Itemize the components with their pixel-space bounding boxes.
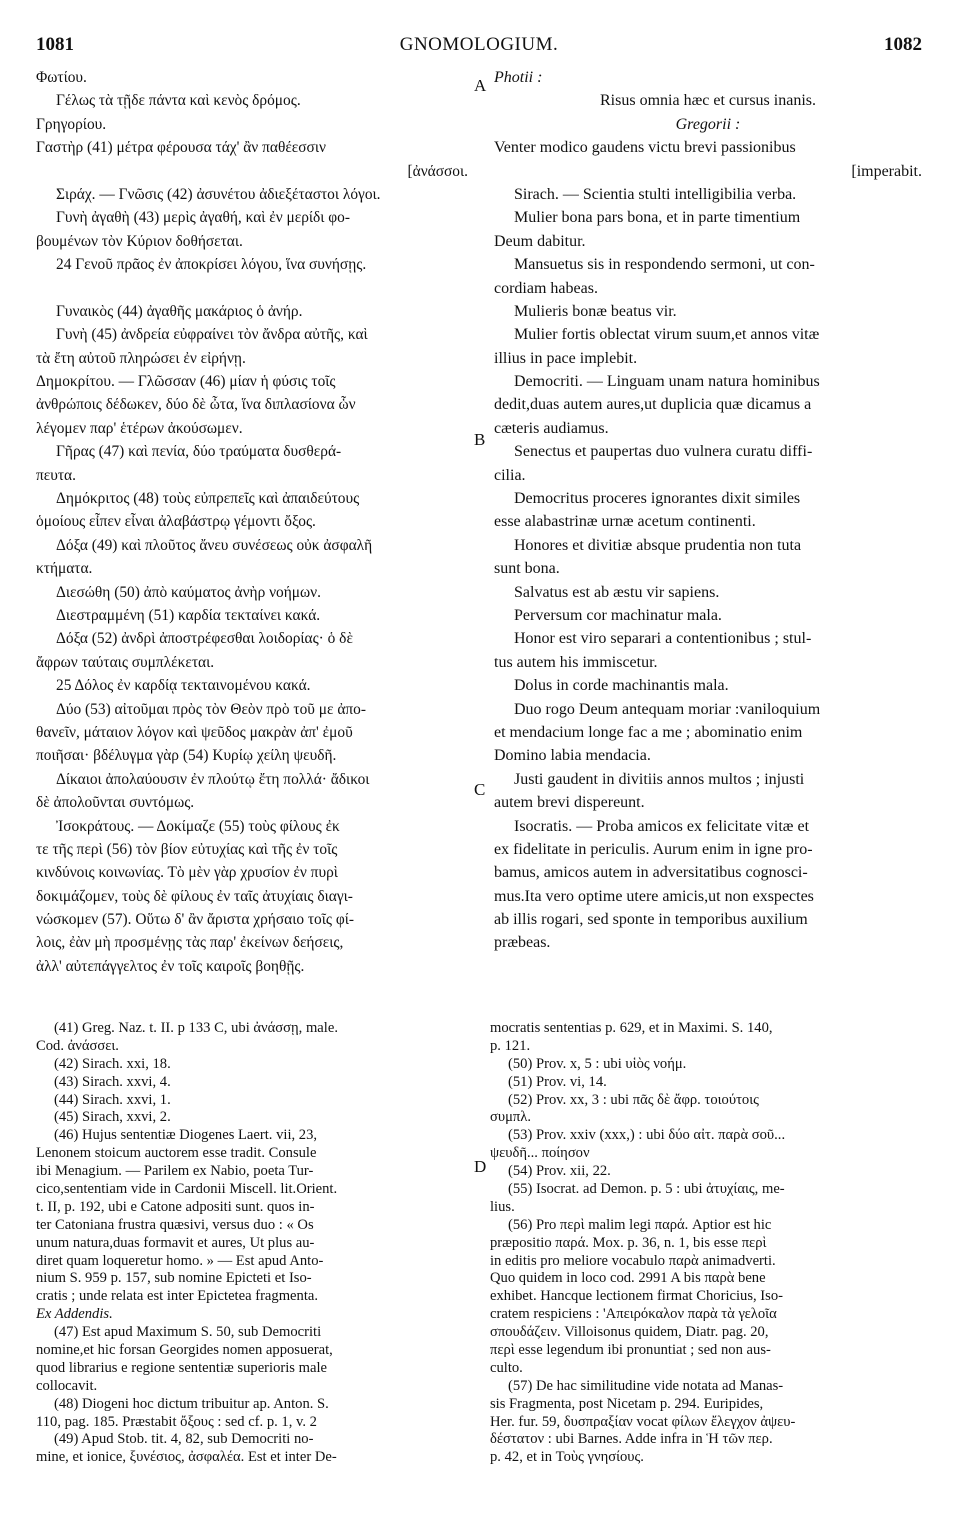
latin-text-line: Photii : [494, 69, 543, 86]
footnote-line: (50) Prov. x, 5 : ubi υἱὸς νοήμ. [508, 1055, 687, 1072]
greek-text-line: Διεσώθη (50) ἀπὸ καύματος ἀνὴρ νοήμων. [56, 583, 321, 601]
latin-text-line: Venter modico gaudens victu brevi passionibus [494, 139, 796, 157]
footnote-line: περὶ esse legendum ibi pronuntiat ; sed non aus- [490, 1342, 771, 1359]
greek-text-line: δοκιμάζομεν, τοὺς δὲ φίλους ἐν ταῖς ἀτυχίαις διαγι- [36, 887, 353, 905]
greek-text-line: τὰ ἔτη αὐτοῦ πληρώσει ἐν εἰρήνῃ. [36, 349, 246, 367]
footnote-line: in editis pro meliore vocabulo παρὰ animadverti. [490, 1252, 776, 1269]
footnote-line: cratis ; unde relata est inter Epictetea fragmenta. [36, 1288, 319, 1305]
latin-text-column [494, 66, 922, 955]
latin-text-line: Isocratis. — Proba amicos ex felicitate vitæ et [514, 817, 810, 835]
latin-text-line: ab illis rogari, sed sponte in temporibus auxilium [494, 911, 808, 929]
greek-text-line [36, 277, 468, 300]
latin-text-line: Dolus in corde machinantis mala. [514, 677, 729, 695]
footnote-line: collocavit. [36, 1377, 98, 1394]
latin-text-line: Mulieris bonæ beatus vir. [514, 302, 677, 320]
footnote-line: (48) Diogeni hoc dictum tribuitur ap. Anton. S. [54, 1395, 329, 1412]
latin-text-line: Domino labia mendacia. [494, 747, 651, 765]
greek-text-line: κτήματα. [36, 560, 93, 578]
greek-text-line: ἄφρων ταύταις συμπλέκεται. [36, 653, 215, 671]
footnotes-right-column [490, 1020, 922, 1467]
footnote-line: nium S. 959 p. 157, sub nomine Epicteti et Iso- [36, 1270, 312, 1287]
latin-text-line: Sirach. — Scientia stulti intelligibilia verba. [514, 185, 797, 203]
footnote-line: præpositio παρά. Mox. p. 36, n. 1, bis esse περὶ [490, 1234, 767, 1251]
greek-text-line: Φωτίου. [36, 69, 87, 86]
footnote-line: (45) Sirach, xxvi, 2. [54, 1109, 171, 1126]
greek-text-line: λοις, ἐὰν μὴ προσμένῃς τὰς παρ' ἐκείνων δεήσεις, [36, 934, 344, 952]
footnote-line: sis Fragmenta, post Nicetam p. 294. Euripides, [490, 1395, 764, 1412]
greek-text-line: θανεῖν, μάταιον λόγον καὶ ψεῦδος μακρὰν ἀπ' ἐμοῦ [36, 723, 353, 741]
greek-text-line: Δημόκριτος (48) τοὺς εὐπρεπεῖς καὶ ἀπαιδεύτους [56, 490, 360, 508]
greek-text-line: Γυνὴ (45) ἀνδρεία εὐφραίνει τὸν ἄνδρα αὐτῆς, καὶ [56, 326, 368, 344]
greek-text-line: 24 Γενοῦ πρᾶος ἐν ἀποκρίσει λόγου, ἵνα συνήσῃς. [56, 256, 367, 274]
greek-text-line: δὲ ἀπολοῦνται συντόμως. [36, 794, 195, 812]
footnote-line: cratem respiciens : 'Απειρόκαλον παρὰ τὰ γελοῖα [490, 1306, 777, 1323]
footnote-line: ter Catoniana frustra quæsivi, versus duo : « Os [36, 1216, 314, 1233]
greek-text-line: Γρηγορίου. [36, 115, 107, 133]
latin-text-line: bamus, amicos autem in adversitatibus cognosci- [494, 864, 808, 882]
greek-text-line: Γυνὴ ἀγαθὴ (43) μερὶς ἀγαθή, καὶ ἐν μερίδι φο- [56, 209, 351, 227]
footnote-line: (52) Prov. xx, 3 : ubi πᾶς δὲ ἄφρ. τοιούτοις [508, 1091, 759, 1108]
footnote-line: (57) De hac similitudine vide notata ad Manas- [508, 1377, 784, 1394]
latin-text-line: Salvatus est ab æstu vir sapiens. [514, 583, 720, 601]
greek-text-line: τε τῆς περὶ (56) τὸν βίον εὐτυχίας καὶ τῆς ἐν τοῖς [36, 840, 338, 858]
greek-text-column [36, 66, 468, 978]
footnote-line: Lenonem stoicum auctorem esse tradit. Consule [36, 1145, 317, 1162]
running-title: GNOMOLOGIUM. [399, 34, 559, 55]
greek-text-line: Γῆρας (47) καὶ πενία, δύο τραύματα δυσθερά- [56, 443, 342, 461]
footnote-line: lius. [490, 1198, 515, 1215]
greek-text-line: λέγομεν παρ' ἑτέρων ἀκούσωμεν. [36, 419, 243, 437]
greek-text-line: Δύο (53) αἰτοῦμαι πρὸς τὸν Θεὸν πρὸ τοῦ με ἀπο- [56, 700, 366, 718]
latin-text-line: Justi gaudent in divitiis annos multos ; injusti [514, 770, 805, 788]
latin-text-line: [imperabit. [851, 162, 922, 180]
footnote-line: (53) Prov. xxiv (xxx,) : ubi δύο αἰτ. παρὰ σοῦ... [508, 1127, 786, 1144]
footnote-line: Quo quidem in loco cod. 2991 A bis παρὰ bene [490, 1270, 766, 1287]
footnote-line: nomine,et hic forsan Georgides nomen apposuerat, [36, 1342, 333, 1359]
latin-text-line: Duo rogo Deum antequam moriar :vaniloquium [514, 700, 821, 718]
footnote-line: exhibet. Hancque lectionem firmat Choricius, Iso- [490, 1288, 784, 1305]
footnotes-left-column [36, 1020, 472, 1467]
footnote-line: quod librarius e regione sententiæ superioris male [36, 1359, 327, 1376]
page-header [36, 34, 922, 62]
latin-text-line: Mulier fortis oblectat virum suum,et annos vitæ [514, 326, 820, 344]
footnote-line: cico,sententiam vide in Cardonii Miscell. lit.Orient. [36, 1181, 338, 1198]
greek-text-line: Δίκαιοι ἀπολαύουσιν ἐν πλούτῳ ἔτη πολλά· ἄδικοι [56, 770, 370, 788]
latin-text-line: Democritus proceres ignorantes dixit similes [514, 490, 801, 508]
footnote-line: (51) Prov. vi, 14. [508, 1073, 607, 1090]
latin-text-line: illius in pace implebit. [494, 349, 638, 367]
footnote-line: ψευδῆ... ποίησον [490, 1145, 590, 1162]
greek-text-line: ἀνθρώποις δέδωκεν, δύο δὲ ὦτα, ἵνα διπλασίονα ὧν [36, 396, 356, 414]
footnote-line: p. 121. [490, 1037, 531, 1054]
latin-text-line: ex fidelitate in periculis. Aurum enim in igne pro- [494, 840, 813, 858]
footnote-line: ibi Menagium. — Parilem ex Nabio, poeta Tur- [36, 1163, 314, 1180]
footnote-line: (54) Prov. xii, 22. [508, 1163, 611, 1180]
latin-text-line: autem brevi dispereunt. [494, 794, 645, 812]
footnote-line: Her. fur. 59, δυσπραξίαν vocat φίλων ἔλεγχον ἀψευ- [490, 1413, 796, 1430]
footnote-line: p. 42, et in Τοὺς γνησίους. [490, 1449, 644, 1466]
footnote-line: (41) Greg. Naz. t. II. p 133 C, ubi ἀνάσσῃ, male. [54, 1020, 338, 1036]
latin-text-line: et mendacium longe fac a me ; abominatio enim [494, 723, 803, 741]
footnote-line: σπουδάζειν. Villoisonus quidem, Diatr. pag. 20, [490, 1324, 769, 1341]
footnote-line: (44) Sirach. xxvi, 1. [54, 1091, 171, 1108]
latin-text-line: cilia. [494, 466, 526, 484]
greek-text-line: ὁμοίους εἶπεν εἶναι ἀλαβάστρῳ γέμοντι ὄξος. [36, 513, 316, 531]
greek-text-line: κινδύνοις κοινωνίας. Τὸ μὲν γὰρ χρυσίον ἐν πυρὶ [36, 864, 338, 882]
footnote-line: mocratis sententias p. 629, et in Maximi. S. 140, [490, 1020, 773, 1036]
latin-text-line: sunt bona. [494, 560, 560, 578]
latin-text-line: præbeas. [494, 934, 551, 952]
footnote-line: (46) Hujus sententiæ Diogenes Laert. vii, 23, [54, 1127, 318, 1144]
greek-text-line: Γυναικὸς (44) ἀγαθῆς μακάριος ὁ ἀνήρ. [56, 302, 303, 320]
footnote-line: culto. [490, 1359, 523, 1376]
latin-text-line: cordiam habeas. [494, 279, 598, 297]
latin-text-line: cæteris audiamus. [494, 419, 609, 437]
latin-text-line: Democriti. — Linguam unam natura hominibus [514, 373, 820, 391]
footnote-line: (49) Apud Stob. tit. 4, 82, sub Democriti no- [54, 1431, 314, 1448]
footnote-line: (47) Est apud Maximum S. 50, sub Democriti [54, 1324, 322, 1341]
latin-text-line: Gregorii : [675, 115, 741, 133]
latin-text-line: Risus omnia hæc et cursus inanis. [600, 92, 816, 110]
greek-text-line: Γαστὴρ (41) μέτρα φέρουσα τάχ' ἂν παθέεσσιν [36, 139, 326, 157]
margin-letter-a: A [474, 76, 487, 95]
footnote-line: (55) Isocrat. ad Demon. p. 5 : ubi ἀτυχίαις, me- [508, 1181, 785, 1198]
greek-text-line: Δημοκρίτου. — Γλῶσσαν (46) μίαν ἡ φύσις τοῖς [36, 373, 336, 391]
footnote-line: t. II, p. 192, ubi e Catone adpositi sunt. quos in- [36, 1198, 315, 1215]
greek-text-line: Δόξα (49) καὶ πλοῦτος ἄνευ συνέσεως οὐκ ἀσφαλῆ [56, 536, 373, 554]
page-number-right: 1082 [884, 34, 922, 55]
footnote-line: unum natura,duas formavit et aures, Ut plus au- [36, 1234, 315, 1251]
greek-text-line: νώσκομεν (57). Οὕτω δ' ἂν ἄριστα χρήσαιο τοῖς φί- [36, 911, 354, 929]
latin-text-line: Perversum cor machinatur mala. [514, 606, 722, 624]
footnote-line: (43) Sirach. xxvi, 4. [54, 1073, 171, 1090]
greek-text-line: Ἰσοκράτους. — Δοκίμαζε (55) τοὺς φίλους ἐκ [56, 817, 340, 835]
latin-text-line: dedit,duas autem aures,ut duplicia quæ dicamus a [494, 396, 812, 414]
greek-text-line: ἀλλ' αὐτεπάγγελτος ἐν τοῖς καιροῖς βοηθῇς. [36, 957, 305, 975]
footnote-line: συμπλ. [490, 1109, 532, 1126]
latin-text-line: Senectus et paupertas duo vulnera curatu diffi- [514, 443, 813, 461]
latin-text-line: tus autem his immiscetur. [494, 653, 658, 671]
margin-letter-d: D [474, 1157, 487, 1176]
footnote-line: mine, et ionice, ξυνέσιος, ἀσφαλέα. Est et inter De- [36, 1449, 337, 1466]
margin-letter-b: B [474, 430, 486, 449]
greek-text-line: πευτα. [36, 466, 76, 484]
greek-text-line: Σιράχ. — Γνῶσις (42) ἀσυνέτου ἀδιεξέταστοι λόγοι. [56, 185, 381, 203]
latin-text-line: Honores et divitiæ absque prudentia non tuta [514, 536, 802, 554]
greek-text-line: Γέλως τὰ τῇδε πάντα καὶ κενὸς δρόμος. [56, 92, 301, 110]
greek-text-line: Διεστραμμένη (51) καρδία τεκταίνει κακά. [56, 606, 321, 624]
latin-text-line: mus.Ita vero optime utere amicis,ut non exspectes [494, 887, 814, 905]
latin-text-line: Mulier bona pars bona, et in parte timentium [514, 209, 801, 227]
footnote-line: (42) Sirach. xxi, 18. [54, 1055, 171, 1072]
latin-text-line: Mansuetus sis in respondendo sermoni, ut con- [514, 256, 815, 274]
page-number-left: 1081 [36, 34, 74, 55]
greek-text-line: [ἀνάσσοι. [407, 162, 468, 180]
footnote-line: Cod. ἀνάσσει. [36, 1037, 119, 1054]
footnote-line: (56) Pro περὶ malim legi παρά. Aptior est hic [508, 1216, 772, 1233]
greek-text-line: βουμένων τὸν Κύριον δοθήσεται. [36, 232, 243, 250]
footnote-line: 110, pag. 185. Præstabit ὄξους : sed cf. p. 1, v. 2 [36, 1413, 317, 1430]
footnote-line: δέστατον : ubi Barnes. Adde infra in Ἡ τῶν περ. [490, 1431, 773, 1448]
footnote-line: diret quam loqueretur homo. » — Est apud Anto- [36, 1252, 324, 1269]
latin-text-line: Honor est viro separari a contentionibus ; stul- [514, 630, 812, 648]
greek-text-line: Δόξα (52) ἀνδρὶ ἀποστρέφεσθαι λοιδορίας· ὁ δὲ [56, 630, 353, 648]
footnote-line: Ex Addendis. [36, 1306, 113, 1323]
greek-text-line: 25 Δόλος ἐν καρδίᾳ τεκταινομένου κακά. [56, 677, 311, 695]
margin-letter-c: C [474, 780, 486, 799]
latin-text-line: esse alabastrinæ urnæ acetum continenti. [494, 513, 756, 531]
latin-text-line: Deum dabitur. [494, 232, 586, 250]
greek-text-line: ποιῆσαι· βδέλυγμα γὰρ (54) Κυρίῳ χείλη ψευδῆ. [36, 747, 337, 765]
